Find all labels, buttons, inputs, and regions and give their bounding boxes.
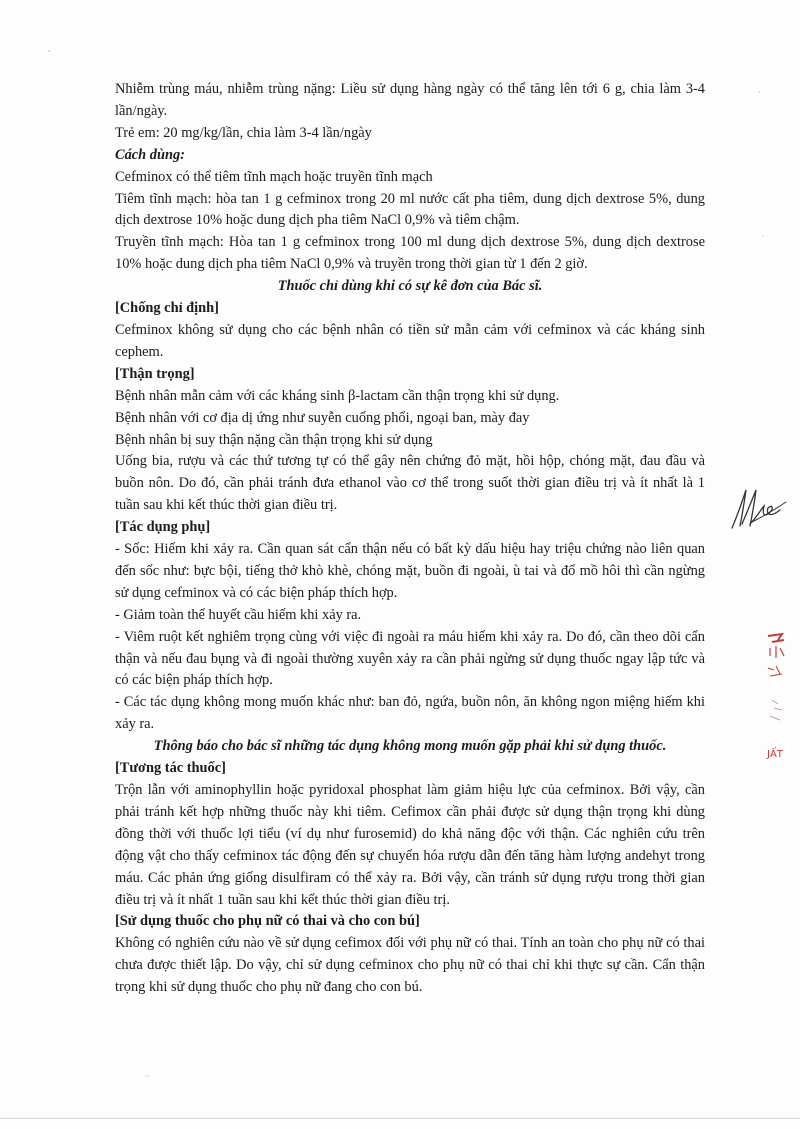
scan-speck: ·· (145, 1072, 151, 1081)
paragraph-interactions: Trộn lẫn với aminophyllin hoặc pyridoxal phosphat làm giảm hiệu lực của cefminox. Bởi vậy, cần phải tránh kết hợp những thuốc này khi tiêm. Cefimox cần phải được sử dụng thận trọng khi dùng đồng thời với thuốc lợi tiểu (ví dụ như furosemid) do khả năng độc với thận. Các nghiên cứu trên động vật cho thấy cefminox tác động đến sự chuyển hóa rượu dẫn đến tăng hàm lượng andehyt trong máu. Các phản ứng giống disulfiram có thể xảy ra. Bởi vậy, cần tránh sử dụng rượu trong thời gian điều trị và ít nhất 1 tuần sau khi kết thúc thời gian điều trị. (115, 782, 705, 908)
paragraph-side-effect-colitis: - Viêm ruột kết nghiêm trọng cùng với việc đi ngoài ra máu hiếm khi xảy ra. Do đó, cần theo dõi cẩn thận và nếu đau bụng và đi ngoài thường xuyên xảy ra cần phải ngừng sử dụng thuốc ngay lập tức và có các biện pháp thích hợp. (115, 628, 705, 689)
paragraph-precaution-allergy: Bệnh nhân với cơ địa dị ứng như suyễn cuống phổi, ngoại ban, mày đay (115, 409, 530, 426)
heading-administration: Cách dùng: (115, 146, 185, 163)
heading-contraindications: [Chống chỉ định] (115, 300, 219, 317)
prescription-note: Thuốc chỉ dùng khi có sự kê đơn của Bác sĩ. (277, 278, 543, 295)
heading-side-effects: [Tác dụng phụ] (115, 519, 211, 536)
paragraph-precaution-alcohol: Uống bia, rượu và các thứ tương tự có thể gây nên chứng đỏ mặt, hồi hộp, chóng mặt, đau đầu và buồn nôn. Do đó, cần phải tránh đưa ethanol vào cơ thể trong suốt thời gian điều trị và ít nhất là 1 tuần sau khi kết thúc thời gian điều trị. (115, 453, 705, 514)
heading-pregnancy: [Sử dụng thuốc cho phụ nữ có thai và cho con bú] (115, 913, 420, 930)
paragraph-side-effect-shock: - Sốc: Hiếm khi xảy ra. Cần quan sát cẩn thận nếu có bất kỳ dấu hiệu hay triệu chứng nào liên quan đến sốc như: bực bội, tiếng thở khò khè, chóng mặt, buồn đi ngoài, ù tai và đổ mồ hôi thì cần ngừng sử dụng cefminox và có các biện pháp thích hợp. (115, 541, 705, 601)
paragraph-side-effect-other: - Các tác dụng không mong muốn khác như: ban đỏ, ngứa, buồn nôn, ăn không ngon miệng hiếm khi xảy ra. (115, 694, 705, 733)
paragraph-precaution-betalactam: Bệnh nhân mẫn cảm với các kháng sinh β-lactam cần thận trọng khi sử dụng. (115, 387, 560, 404)
paragraph-children-dose: Trẻ em: 20 mg/kg/lần, chia làm 3-4 lần/ngày (115, 124, 372, 141)
paragraph-administration-route: Cefminox có thể tiêm tĩnh mạch hoặc truyền tĩnh mạch (115, 168, 433, 185)
paragraph-iv-infusion: Truyền tĩnh mạch: Hòa tan 1 g cefminox trong 100 ml dung dịch dextrose 5%, dung dịch dextrose 10% hoặc dung dịch pha tiêm NaCl 0,9% và truyền trong thời gian từ 1 đến 2 giờ. (115, 234, 705, 273)
heading-interactions: [Tương tác thuốc] (115, 760, 226, 777)
scan-speck: · (758, 88, 761, 97)
paragraph-contraindications: Cefminox không sử dụng cho các bệnh nhân có tiền sử mẫn cảm với cefminox và các kháng sinh cephem. (115, 321, 705, 360)
paragraph-iv-injection: Tiêm tĩnh mạch: hòa tan 1 g cefminox trong 20 ml nước cất pha tiêm, dung dịch dextrose 5%, dung dịch dextrose 10% hoặc dung dịch pha tiêm NaCl 0,9% và tiêm chậm. (115, 190, 705, 229)
paragraph-precaution-renal: Bệnh nhân bị suy thận nặng cần thận trọng khi sử dụng (115, 431, 433, 448)
document-body (115, 79, 705, 999)
report-side-effects-note: Thông báo cho bác sĩ những tác dụng không mong muốn gặp phải khi sử dụng thuốc. (153, 738, 667, 755)
handwritten-signature (728, 484, 788, 534)
paragraph-pregnancy: Không có nghiên cứu nào về sử dụng cefimox đối với phụ nữ có thai. Tính an toàn cho phụ nữ có thai chưa được thiết lập. Do vậy, chỉ sử dụng cefminox cho phụ nữ có thai chỉ khi thực sự cần. Cẩn thận trọng khi sử dụng thuốc cho phụ nữ đang cho con bú. (115, 935, 705, 996)
scan-speck: , (48, 44, 51, 53)
stamp-text: JẤT (767, 749, 783, 760)
paragraph-side-effect-blood: - Giảm toàn thể huyết cầu hiếm khi xảy ra. (115, 606, 362, 623)
paragraph-severe-infection: Nhiễm trùng máu, nhiễm trùng nặng: Liều sử dụng hàng ngày có thể tăng lên tới 6 g, chia làm 3-4 lần/ngày. (115, 81, 705, 119)
scan-speck: · (762, 232, 765, 241)
page-bottom-edge (0, 1118, 800, 1119)
heading-precautions: [Thận trọng] (115, 365, 195, 382)
